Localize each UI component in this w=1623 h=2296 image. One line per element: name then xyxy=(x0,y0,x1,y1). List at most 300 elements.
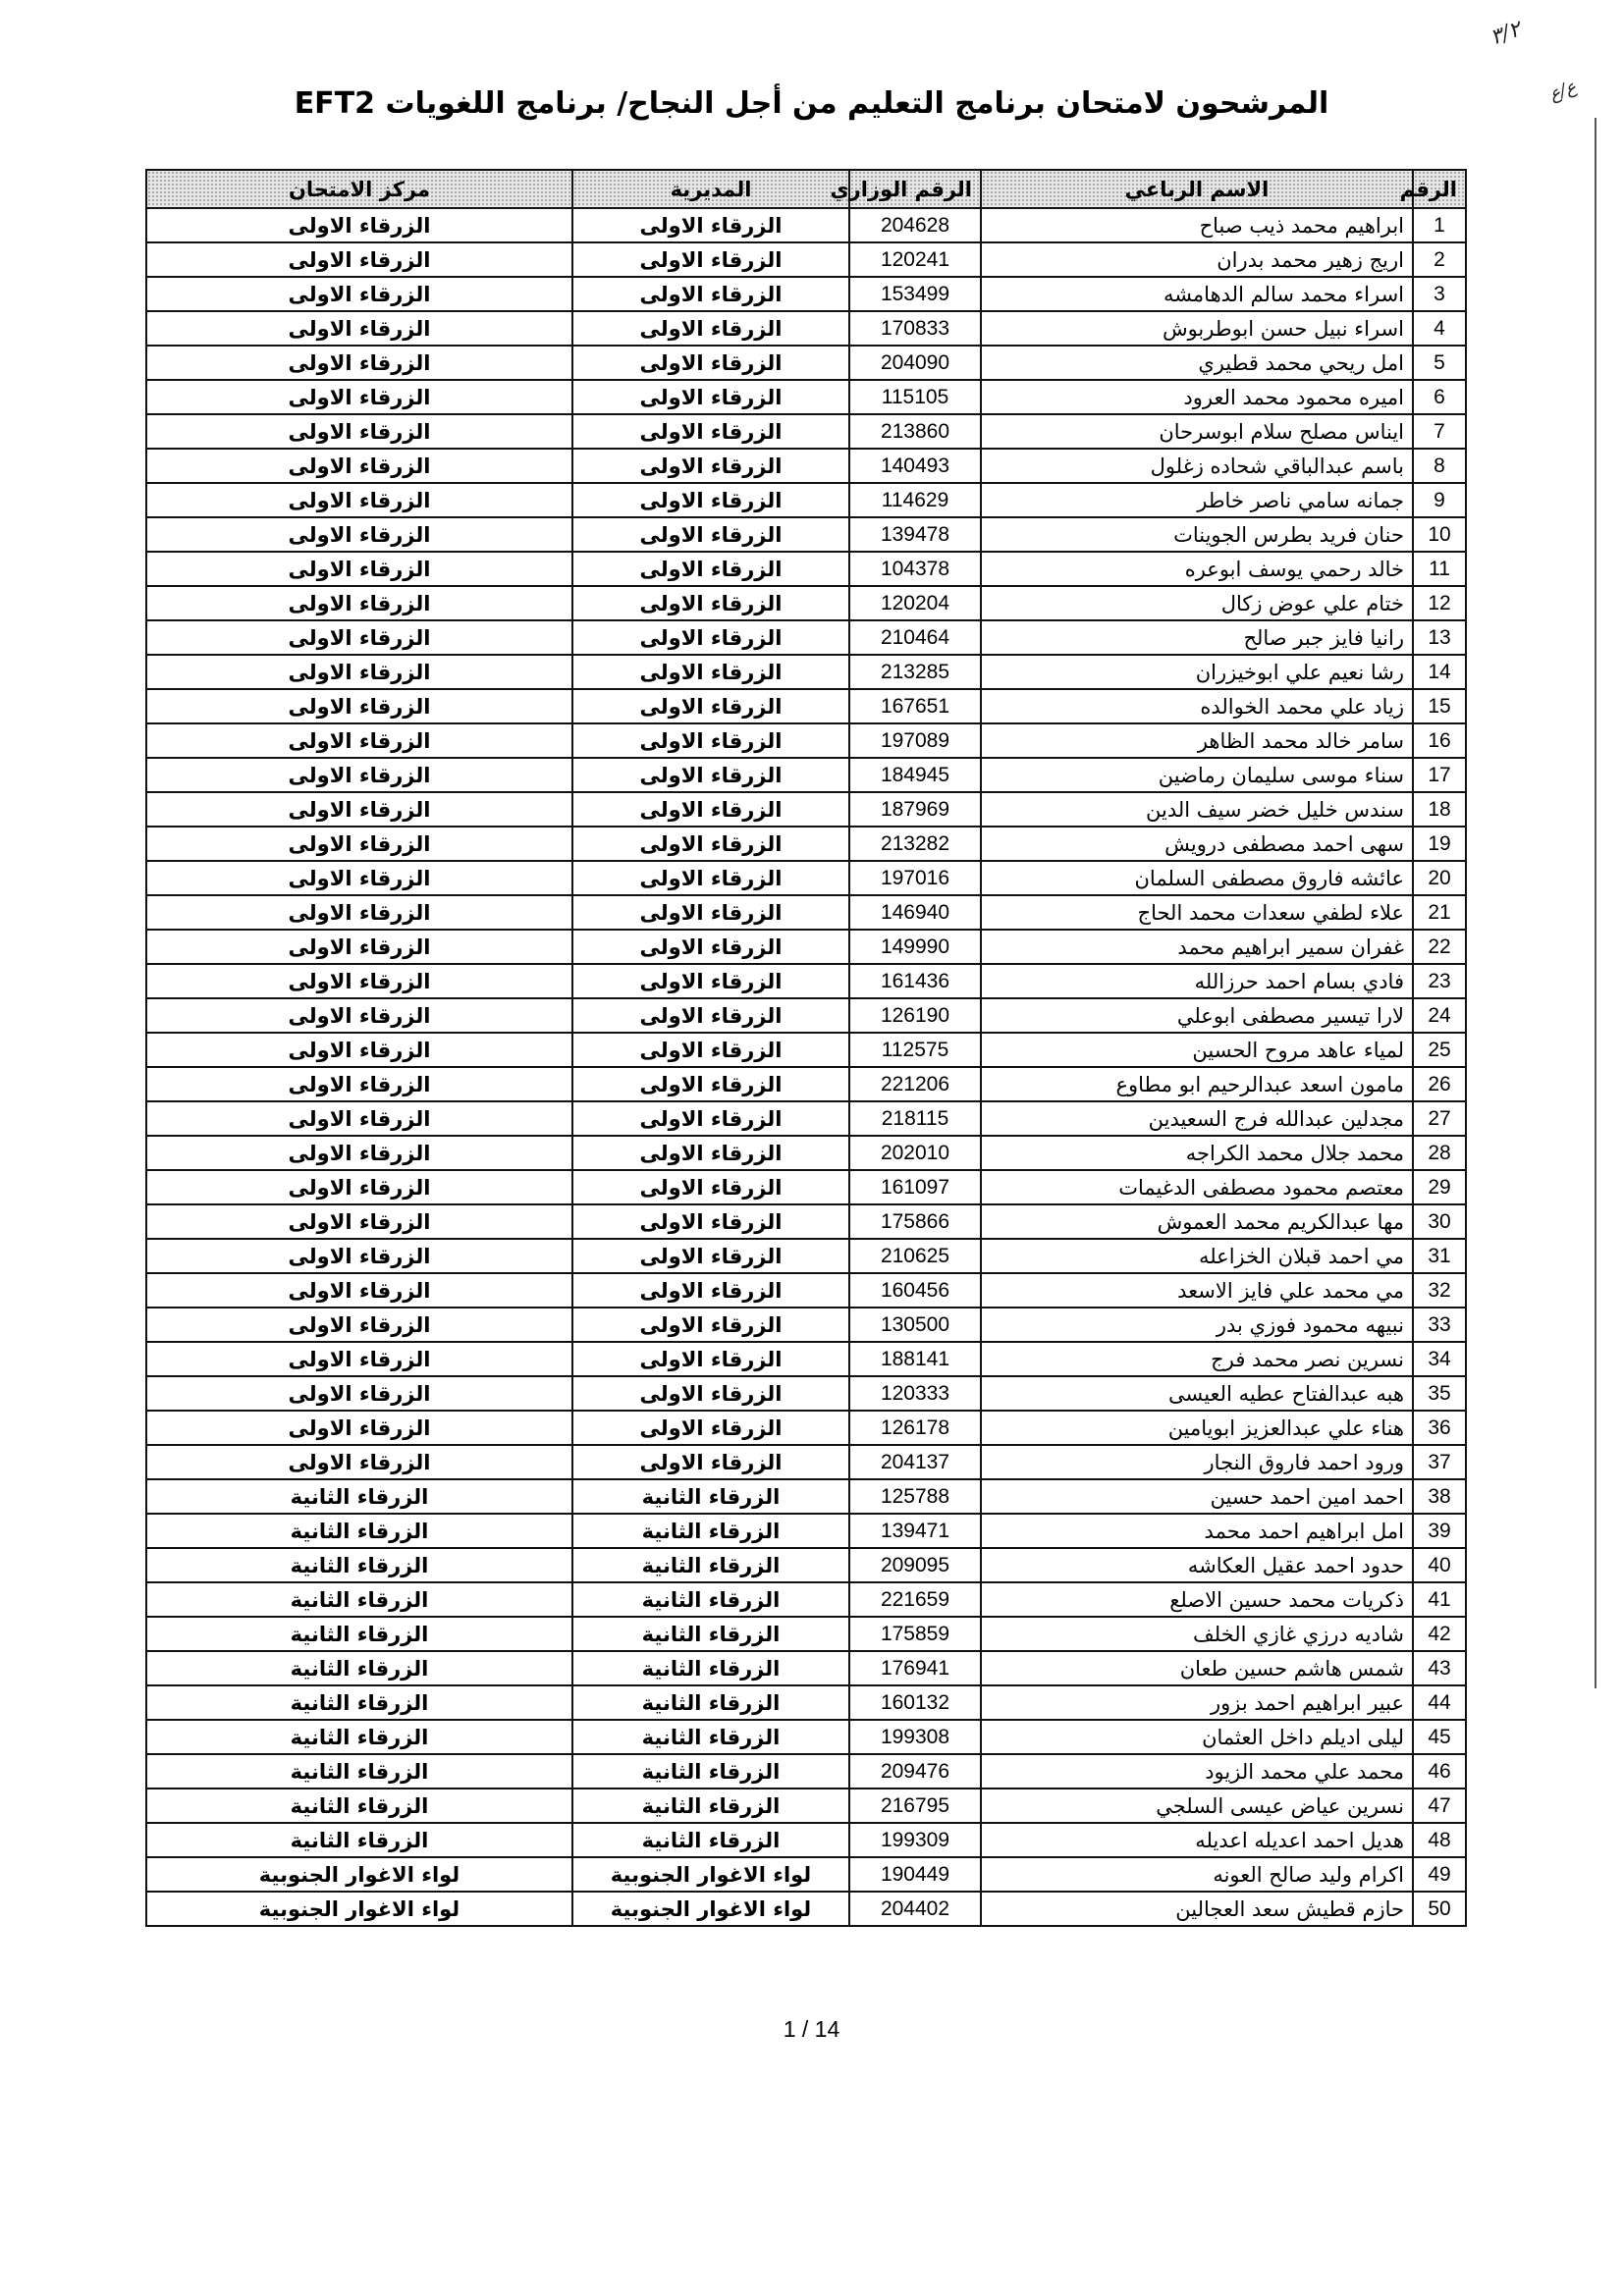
cell-full-name: حدود احمد عقيل العكاشه xyxy=(981,1548,1413,1582)
cell-ministry-number: 114629 xyxy=(849,483,981,517)
cell-serial-number: 32 xyxy=(1413,1273,1466,1308)
cell-serial-number: 47 xyxy=(1413,1789,1466,1823)
table-row xyxy=(146,1892,1466,1926)
cell-full-name: اكرام وليد صالح العونه xyxy=(981,1857,1413,1892)
cell-directorate: الزرقاء الاولى xyxy=(572,1136,849,1170)
cell-full-name: مي احمد قبلان الخزاعله xyxy=(981,1239,1413,1273)
cell-directorate: الزرقاء الاولى xyxy=(572,1170,849,1204)
cell-serial-number: 24 xyxy=(1413,998,1466,1033)
cell-ministry-number: 161436 xyxy=(849,964,981,998)
cell-directorate: الزرقاء الاولى xyxy=(572,380,849,414)
cell-directorate: الزرقاء الاولى xyxy=(572,552,849,586)
cell-serial-number: 25 xyxy=(1413,1033,1466,1067)
cell-ministry-number: 149990 xyxy=(849,930,981,964)
cell-exam-center: الزرقاء الاولى xyxy=(146,414,572,449)
cell-serial-number: 22 xyxy=(1413,930,1466,964)
cell-exam-center: الزرقاء الاولى xyxy=(146,620,572,655)
cell-exam-center: الزرقاء الاولى xyxy=(146,655,572,689)
cell-full-name: ختام علي عوض زكال xyxy=(981,586,1413,620)
cell-ministry-number: 210625 xyxy=(849,1239,981,1273)
table-row xyxy=(146,1514,1466,1548)
table-row xyxy=(146,414,1466,449)
cell-full-name: اسراء محمد سالم الدهامشه xyxy=(981,277,1413,311)
cell-directorate: الزرقاء الاولى xyxy=(572,723,849,758)
cell-directorate: الزرقاء الاولى xyxy=(572,930,849,964)
table-row xyxy=(146,1308,1466,1342)
cell-directorate: لواء الاغوار الجنوبية xyxy=(572,1892,849,1926)
cell-ministry-number: 204628 xyxy=(849,208,981,242)
cell-directorate: الزرقاء الاولى xyxy=(572,1204,849,1239)
cell-exam-center: الزرقاء الاولى xyxy=(146,895,572,930)
cell-full-name: رانيا فايز جبر صالح xyxy=(981,620,1413,655)
cell-full-name: نسرين نصر محمد فرج xyxy=(981,1342,1413,1376)
cell-directorate: الزرقاء الاولى xyxy=(572,1445,849,1479)
cell-exam-center: الزرقاء الاولى xyxy=(146,1342,572,1376)
cell-exam-center: لواء الاغوار الجنوبية xyxy=(146,1892,572,1926)
cell-serial-number: 11 xyxy=(1413,552,1466,586)
cell-ministry-number: 160132 xyxy=(849,1685,981,1720)
cell-ministry-number: 184945 xyxy=(849,758,981,792)
cell-full-name: حنان فريد بطرس الجوينات xyxy=(981,517,1413,552)
cell-exam-center: الزرقاء الاولى xyxy=(146,1067,572,1101)
cell-ministry-number: 218115 xyxy=(849,1101,981,1136)
cell-exam-center: الزرقاء الاولى xyxy=(146,208,572,242)
cell-ministry-number: 167651 xyxy=(849,689,981,723)
cell-full-name: ليلى اديلم داخل العثمان xyxy=(981,1720,1413,1754)
cell-exam-center: الزرقاء الاولى xyxy=(146,242,572,277)
cell-full-name: سندس خليل خضر سيف الدين xyxy=(981,792,1413,827)
cell-directorate: الزرقاء الاولى xyxy=(572,242,849,277)
cell-directorate: الزرقاء الاولى xyxy=(572,517,849,552)
cell-serial-number: 7 xyxy=(1413,414,1466,449)
cell-full-name: اريج زهير محمد بدران xyxy=(981,242,1413,277)
cell-ministry-number: 175866 xyxy=(849,1204,981,1239)
cell-full-name: عائشه فاروق مصطفى السلمان xyxy=(981,861,1413,895)
cell-full-name: جمانه سامي ناصر خاطر xyxy=(981,483,1413,517)
cell-serial-number: 4 xyxy=(1413,311,1466,346)
table-row xyxy=(146,1789,1466,1823)
cell-directorate: الزرقاء الاولى xyxy=(572,1411,849,1445)
cell-ministry-number: 104378 xyxy=(849,552,981,586)
cell-full-name: مي محمد علي فايز الاسعد xyxy=(981,1273,1413,1308)
cell-ministry-number: 146940 xyxy=(849,895,981,930)
cell-serial-number: 12 xyxy=(1413,586,1466,620)
cell-serial-number: 14 xyxy=(1413,655,1466,689)
cell-serial-number: 23 xyxy=(1413,964,1466,998)
cell-directorate: الزرقاء الاولى xyxy=(572,208,849,242)
cell-serial-number: 17 xyxy=(1413,758,1466,792)
cell-serial-number: 35 xyxy=(1413,1376,1466,1411)
cell-serial-number: 19 xyxy=(1413,827,1466,861)
cell-serial-number: 42 xyxy=(1413,1617,1466,1651)
cell-exam-center: الزرقاء الاولى xyxy=(146,277,572,311)
cell-exam-center: الزرقاء الاولى xyxy=(146,998,572,1033)
cell-directorate: الزرقاء الاولى xyxy=(572,620,849,655)
cell-directorate: الزرقاء الاولى xyxy=(572,483,849,517)
cell-full-name: امل ابراهيم احمد محمد xyxy=(981,1514,1413,1548)
cell-exam-center: الزرقاء الثانية xyxy=(146,1685,572,1720)
table-row xyxy=(146,1170,1466,1204)
header-serial-number: الرقم xyxy=(1413,170,1466,208)
cell-serial-number: 31 xyxy=(1413,1239,1466,1273)
table-row xyxy=(146,380,1466,414)
cell-full-name: معتصم محمود مصطفى الدغيمات xyxy=(981,1170,1413,1204)
cell-ministry-number: 209095 xyxy=(849,1548,981,1582)
cell-ministry-number: 199309 xyxy=(849,1823,981,1857)
cell-exam-center: الزرقاء الاولى xyxy=(146,1445,572,1479)
cell-full-name: محمد جلال محمد الكراجه xyxy=(981,1136,1413,1170)
table-header-row xyxy=(146,170,1466,208)
cell-ministry-number: 140493 xyxy=(849,449,981,483)
cell-directorate: الزرقاء الاولى xyxy=(572,1308,849,1342)
cell-exam-center: الزرقاء الثانية xyxy=(146,1479,572,1514)
cell-exam-center: الزرقاء الثانية xyxy=(146,1651,572,1685)
cell-ministry-number: 126190 xyxy=(849,998,981,1033)
cell-directorate: الزرقاء الاولى xyxy=(572,758,849,792)
table-row xyxy=(146,311,1466,346)
cell-serial-number: 27 xyxy=(1413,1101,1466,1136)
cell-serial-number: 26 xyxy=(1413,1067,1466,1101)
cell-exam-center: الزرقاء الاولى xyxy=(146,1308,572,1342)
cell-exam-center: الزرقاء الاولى xyxy=(146,1033,572,1067)
cell-ministry-number: 125788 xyxy=(849,1479,981,1514)
cell-exam-center: الزرقاء الاولى xyxy=(146,689,572,723)
corner-mark-top: ٣/٢ xyxy=(1487,17,1525,51)
cell-ministry-number: 221659 xyxy=(849,1582,981,1617)
table-row xyxy=(146,1136,1466,1170)
cell-ministry-number: 204137 xyxy=(849,1445,981,1479)
cell-exam-center: الزرقاء الاولى xyxy=(146,792,572,827)
table-row xyxy=(146,1067,1466,1101)
candidates-table xyxy=(145,169,1467,1927)
cell-directorate: الزرقاء الاولى xyxy=(572,861,849,895)
cell-ministry-number: 175859 xyxy=(849,1617,981,1651)
cell-exam-center: الزرقاء الثانية xyxy=(146,1617,572,1651)
cell-full-name: نسرين عياض عيسى السلجي xyxy=(981,1789,1413,1823)
cell-serial-number: 20 xyxy=(1413,861,1466,895)
page-edge-line xyxy=(1595,118,1596,1688)
cell-directorate: الزرقاء الاولى xyxy=(572,792,849,827)
table-row xyxy=(146,998,1466,1033)
cell-exam-center: الزرقاء الثانية xyxy=(146,1582,572,1617)
cell-directorate: الزرقاء الاولى xyxy=(572,449,849,483)
cell-serial-number: 16 xyxy=(1413,723,1466,758)
cell-directorate: الزرقاء الثانية xyxy=(572,1548,849,1582)
cell-directorate: الزرقاء الثانية xyxy=(572,1479,849,1514)
cell-ministry-number: 170833 xyxy=(849,311,981,346)
cell-serial-number: 2 xyxy=(1413,242,1466,277)
table-row xyxy=(146,1651,1466,1685)
cell-ministry-number: 209476 xyxy=(849,1754,981,1789)
table-row xyxy=(146,1376,1466,1411)
cell-exam-center: الزرقاء الاولى xyxy=(146,517,572,552)
table-row xyxy=(146,1445,1466,1479)
cell-full-name: اميره محمود محمد العرود xyxy=(981,380,1413,414)
cell-exam-center: الزرقاء الاولى xyxy=(146,1376,572,1411)
cell-full-name: ايناس مصلح سلام ابوسرحان xyxy=(981,414,1413,449)
cell-full-name: شمس هاشم حسين طعان xyxy=(981,1651,1413,1685)
cell-serial-number: 21 xyxy=(1413,895,1466,930)
cell-serial-number: 30 xyxy=(1413,1204,1466,1239)
cell-full-name: خالد رحمي يوسف ابوعره xyxy=(981,552,1413,586)
cell-serial-number: 33 xyxy=(1413,1308,1466,1342)
header-directorate: المديرية xyxy=(572,170,849,208)
cell-directorate: الزرقاء الثانية xyxy=(572,1754,849,1789)
cell-ministry-number: 213282 xyxy=(849,827,981,861)
cell-ministry-number: 210464 xyxy=(849,620,981,655)
cell-exam-center: الزرقاء الاولى xyxy=(146,1411,572,1445)
cell-ministry-number: 197016 xyxy=(849,861,981,895)
cell-ministry-number: 160456 xyxy=(849,1273,981,1308)
cell-exam-center: الزرقاء الاولى xyxy=(146,930,572,964)
cell-serial-number: 28 xyxy=(1413,1136,1466,1170)
cell-ministry-number: 199308 xyxy=(849,1720,981,1754)
cell-ministry-number: 221206 xyxy=(849,1067,981,1101)
table-row xyxy=(146,483,1466,517)
cell-directorate: الزرقاء الاولى xyxy=(572,689,849,723)
cell-serial-number: 43 xyxy=(1413,1651,1466,1685)
table-row xyxy=(146,1342,1466,1376)
cell-full-name: سناء موسى سليمان رماضين xyxy=(981,758,1413,792)
cell-directorate: الزرقاء الاولى xyxy=(572,895,849,930)
cell-ministry-number: 153499 xyxy=(849,277,981,311)
cell-directorate: الزرقاء الثانية xyxy=(572,1789,849,1823)
cell-directorate: الزرقاء الاولى xyxy=(572,1101,849,1136)
table-row xyxy=(146,827,1466,861)
page-title: المرشحون لامتحان برنامج التعليم من أجل النجاح/ برنامج اللغويات EFT2 xyxy=(294,86,1329,121)
table-row xyxy=(146,1617,1466,1651)
table-row xyxy=(146,1857,1466,1892)
cell-serial-number: 41 xyxy=(1413,1582,1466,1617)
cell-serial-number: 39 xyxy=(1413,1514,1466,1548)
cell-serial-number: 15 xyxy=(1413,689,1466,723)
cell-directorate: الزرقاء الاولى xyxy=(572,964,849,998)
cell-full-name: حازم قطيش سعد العجالين xyxy=(981,1892,1413,1926)
table-row xyxy=(146,517,1466,552)
cell-serial-number: 5 xyxy=(1413,346,1466,380)
cell-ministry-number: 213285 xyxy=(849,655,981,689)
table-row xyxy=(146,861,1466,895)
cell-ministry-number: 216795 xyxy=(849,1789,981,1823)
cell-exam-center: لواء الاغوار الجنوبية xyxy=(146,1857,572,1892)
cell-serial-number: 46 xyxy=(1413,1754,1466,1789)
table-row xyxy=(146,758,1466,792)
cell-full-name: هناء علي عبدالعزيز ابويامين xyxy=(981,1411,1413,1445)
cell-exam-center: الزرقاء الاولى xyxy=(146,1239,572,1273)
table-row xyxy=(146,586,1466,620)
cell-full-name: اسراء نبيل حسن ابوطربوش xyxy=(981,311,1413,346)
cell-full-name: رشا نعيم علي ابوخيزران xyxy=(981,655,1413,689)
cell-serial-number: 48 xyxy=(1413,1823,1466,1857)
cell-ministry-number: 188141 xyxy=(849,1342,981,1376)
cell-full-name: ابراهيم محمد ذيب صباح xyxy=(981,208,1413,242)
cell-exam-center: الزرقاء الاولى xyxy=(146,861,572,895)
header-exam-center: مركز الامتحان xyxy=(146,170,572,208)
cell-full-name: هبه عبدالفتاح عطيه العيسى xyxy=(981,1376,1413,1411)
table-row xyxy=(146,1411,1466,1445)
cell-exam-center: الزرقاء الاولى xyxy=(146,827,572,861)
cell-ministry-number: 204402 xyxy=(849,1892,981,1926)
cell-serial-number: 44 xyxy=(1413,1685,1466,1720)
table-row xyxy=(146,655,1466,689)
cell-directorate: الزرقاء الاولى xyxy=(572,1273,849,1308)
cell-full-name: عبير ابراهيم احمد بزور xyxy=(981,1685,1413,1720)
cell-directorate: الزرقاء الثانية xyxy=(572,1823,849,1857)
table-row xyxy=(146,208,1466,242)
cell-serial-number: 37 xyxy=(1413,1445,1466,1479)
cell-exam-center: الزرقاء الاولى xyxy=(146,1170,572,1204)
cell-serial-number: 9 xyxy=(1413,483,1466,517)
cell-full-name: فادي بسام احمد حرزالله xyxy=(981,964,1413,998)
cell-directorate: الزرقاء الثانية xyxy=(572,1720,849,1754)
cell-directorate: الزرقاء الاولى xyxy=(572,277,849,311)
cell-full-name: ذكريات محمد حسين الاصلع xyxy=(981,1582,1413,1617)
cell-ministry-number: 187969 xyxy=(849,792,981,827)
cell-directorate: الزرقاء الثانية xyxy=(572,1514,849,1548)
table-row xyxy=(146,689,1466,723)
page-number: 1 / 14 xyxy=(783,2016,840,2042)
cell-directorate: الزرقاء الاولى xyxy=(572,827,849,861)
cell-serial-number: 8 xyxy=(1413,449,1466,483)
cell-full-name: نبيهه محمود فوزي بدر xyxy=(981,1308,1413,1342)
cell-directorate: الزرقاء الاولى xyxy=(572,1067,849,1101)
cell-exam-center: الزرقاء الاولى xyxy=(146,723,572,758)
table-row xyxy=(146,1239,1466,1273)
table-row xyxy=(146,1101,1466,1136)
cell-full-name: سامر خالد محمد الظاهر xyxy=(981,723,1413,758)
cell-serial-number: 34 xyxy=(1413,1342,1466,1376)
cell-ministry-number: 120204 xyxy=(849,586,981,620)
cell-ministry-number: 126178 xyxy=(849,1411,981,1445)
cell-full-name: مامون اسعد عبدالرحيم ابو مطاوع xyxy=(981,1067,1413,1101)
cell-full-name: امل ريحي محمد قطيري xyxy=(981,346,1413,380)
cell-serial-number: 40 xyxy=(1413,1548,1466,1582)
cell-ministry-number: 130500 xyxy=(849,1308,981,1342)
table-row xyxy=(146,1582,1466,1617)
table-row xyxy=(146,1685,1466,1720)
cell-serial-number: 3 xyxy=(1413,277,1466,311)
header-full-name: الاسم الرباعي xyxy=(981,170,1413,208)
table-row xyxy=(146,242,1466,277)
cell-exam-center: الزرقاء الاولى xyxy=(146,1273,572,1308)
cell-ministry-number: 213860 xyxy=(849,414,981,449)
cell-serial-number: 49 xyxy=(1413,1857,1466,1892)
cell-directorate: الزرقاء الثانية xyxy=(572,1685,849,1720)
cell-serial-number: 45 xyxy=(1413,1720,1466,1754)
cell-full-name: باسم عبدالباقي شحاده زغلول xyxy=(981,449,1413,483)
cell-full-name: هديل احمد اعديله اعديله xyxy=(981,1823,1413,1857)
cell-exam-center: الزرقاء الثانية xyxy=(146,1548,572,1582)
cell-ministry-number: 202010 xyxy=(849,1136,981,1170)
cell-full-name: مها عبدالكريم محمد العموش xyxy=(981,1204,1413,1239)
cell-ministry-number: 204090 xyxy=(849,346,981,380)
cell-ministry-number: 112575 xyxy=(849,1033,981,1067)
cell-exam-center: الزرقاء الاولى xyxy=(146,380,572,414)
cell-serial-number: 50 xyxy=(1413,1892,1466,1926)
cell-full-name: شاديه درزي غازي الخلف xyxy=(981,1617,1413,1651)
cell-directorate: لواء الاغوار الجنوبية xyxy=(572,1857,849,1892)
cell-full-name: زياد علي محمد الخوالده xyxy=(981,689,1413,723)
table-row xyxy=(146,1754,1466,1789)
cell-exam-center: الزرقاء الثانية xyxy=(146,1823,572,1857)
cell-serial-number: 1 xyxy=(1413,208,1466,242)
cell-directorate: الزرقاء الاولى xyxy=(572,311,849,346)
cell-full-name: لمياء عاهد مروح الحسين xyxy=(981,1033,1413,1067)
table-row xyxy=(146,1033,1466,1067)
cell-full-name: سهى احمد مصطفى درويش xyxy=(981,827,1413,861)
cell-exam-center: الزرقاء الاولى xyxy=(146,1101,572,1136)
table-row xyxy=(146,792,1466,827)
cell-ministry-number: 139471 xyxy=(849,1514,981,1548)
table-row xyxy=(146,1548,1466,1582)
cell-serial-number: 6 xyxy=(1413,380,1466,414)
cell-exam-center: الزرقاء الاولى xyxy=(146,1204,572,1239)
table-body xyxy=(146,208,1466,1926)
cell-exam-center: الزرقاء الثانية xyxy=(146,1720,572,1754)
cell-full-name: مجدلين عبدالله فرج السعيدين xyxy=(981,1101,1413,1136)
table-row xyxy=(146,620,1466,655)
cell-ministry-number: 139478 xyxy=(849,517,981,552)
table-row xyxy=(146,1273,1466,1308)
cell-directorate: الزرقاء الاولى xyxy=(572,1342,849,1376)
cell-exam-center: الزرقاء الاولى xyxy=(146,758,572,792)
cell-full-name: علاء لطفي سعدات محمد الحاج xyxy=(981,895,1413,930)
cell-directorate: الزرقاء الاولى xyxy=(572,655,849,689)
cell-directorate: الزرقاء الاولى xyxy=(572,414,849,449)
cell-exam-center: الزرقاء الاولى xyxy=(146,483,572,517)
cell-serial-number: 38 xyxy=(1413,1479,1466,1514)
cell-serial-number: 10 xyxy=(1413,517,1466,552)
table-row xyxy=(146,1479,1466,1514)
cell-directorate: الزرقاء الثانية xyxy=(572,1651,849,1685)
cell-serial-number: 36 xyxy=(1413,1411,1466,1445)
cell-exam-center: الزرقاء الاولى xyxy=(146,1136,572,1170)
cell-directorate: الزرقاء الاولى xyxy=(572,346,849,380)
cell-ministry-number: 120333 xyxy=(849,1376,981,1411)
cell-exam-center: الزرقاء الثانية xyxy=(146,1789,572,1823)
cell-directorate: الزرقاء الاولى xyxy=(572,1239,849,1273)
table-row xyxy=(146,1823,1466,1857)
cell-full-name: ورود احمد فاروق النجار xyxy=(981,1445,1413,1479)
cell-exam-center: الزرقاء الاولى xyxy=(146,552,572,586)
cell-exam-center: الزرقاء الاولى xyxy=(146,586,572,620)
table-row xyxy=(146,1720,1466,1754)
cell-serial-number: 13 xyxy=(1413,620,1466,655)
table-row xyxy=(146,1204,1466,1239)
cell-full-name: غفران سمير ابراهيم محمد xyxy=(981,930,1413,964)
header-ministry-number: الرقم الوزاري xyxy=(849,170,981,208)
cell-exam-center: الزرقاء الثانية xyxy=(146,1754,572,1789)
table-row xyxy=(146,552,1466,586)
cell-ministry-number: 120241 xyxy=(849,242,981,277)
cell-exam-center: الزرقاء الاولى xyxy=(146,449,572,483)
table-row xyxy=(146,346,1466,380)
corner-mark-second: ع/ع xyxy=(1546,76,1580,106)
cell-ministry-number: 190449 xyxy=(849,1857,981,1892)
table-row xyxy=(146,930,1466,964)
table-row xyxy=(146,277,1466,311)
cell-directorate: الزرقاء الاولى xyxy=(572,1033,849,1067)
cell-ministry-number: 115105 xyxy=(849,380,981,414)
cell-exam-center: الزرقاء الاولى xyxy=(146,311,572,346)
cell-directorate: الزرقاء الثانية xyxy=(572,1582,849,1617)
cell-ministry-number: 161097 xyxy=(849,1170,981,1204)
cell-directorate: الزرقاء الاولى xyxy=(572,586,849,620)
cell-full-name: لارا تيسير مصطفى ابوعلي xyxy=(981,998,1413,1033)
cell-directorate: الزرقاء الاولى xyxy=(572,1376,849,1411)
cell-directorate: الزرقاء الاولى xyxy=(572,998,849,1033)
cell-exam-center: الزرقاء الثانية xyxy=(146,1514,572,1548)
